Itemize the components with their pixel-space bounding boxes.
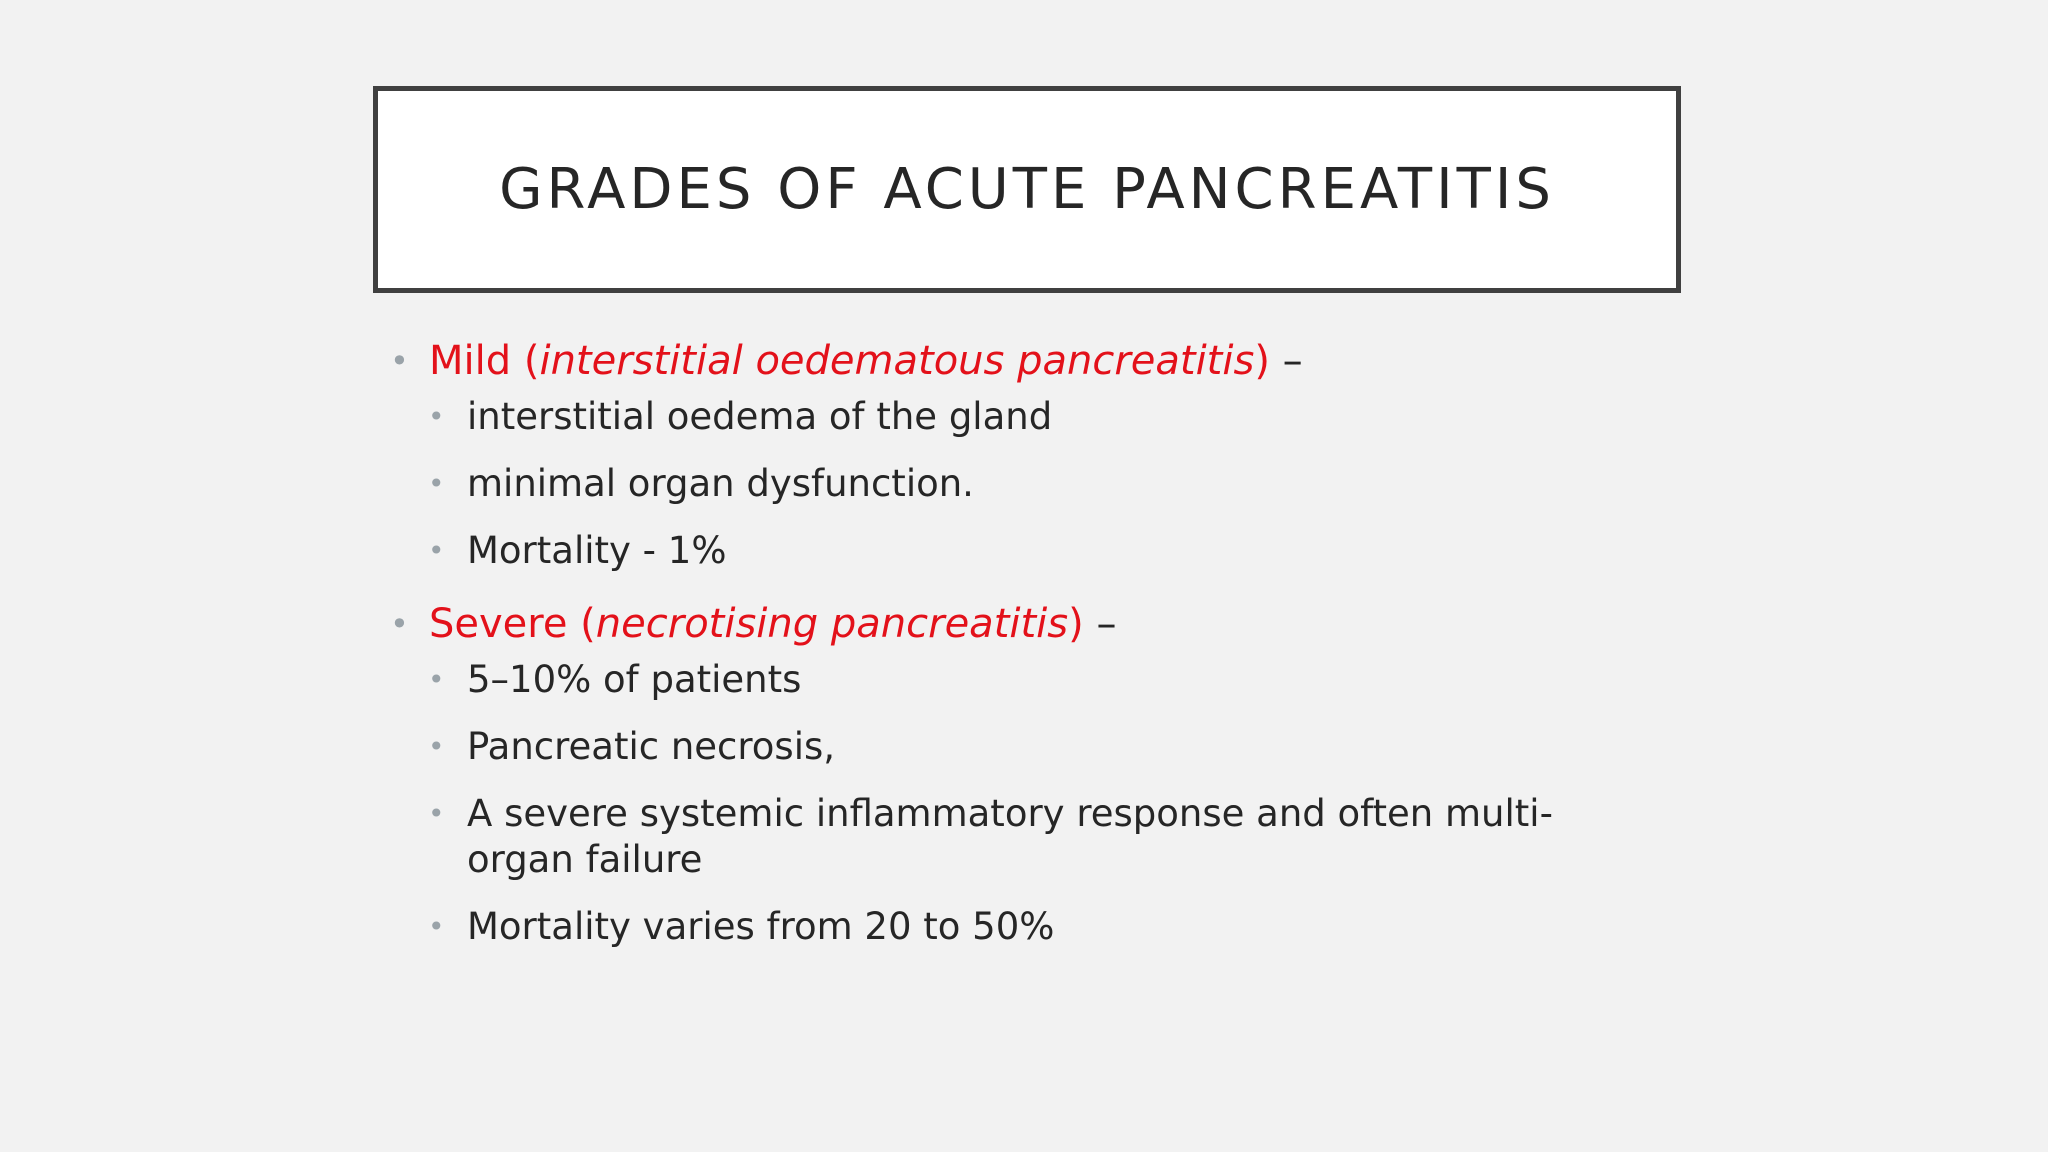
bullet-mild — [390, 332, 1670, 390]
bullet-mild-close-paren: ) — [1254, 338, 1270, 384]
sub-item: • 5–10% of patients — [428, 657, 1607, 703]
bullet-severe-open-paren: ( — [567, 601, 596, 647]
sub-item: • minimal organ dysfunction. — [428, 461, 1607, 507]
bullet-severe-close-paren: ) — [1068, 601, 1084, 647]
bullet-list — [390, 332, 1670, 971]
sub-item: • Pancreatic necrosis, — [428, 724, 1607, 770]
bullet-severe-term: necrotising pancreatitis — [595, 601, 1069, 647]
bullet-mild-term: interstitial oedematous pancreatitis — [539, 338, 1255, 384]
sub-item: • interstitial oedema of the gland — [428, 394, 1607, 440]
bullet-mild-label: Mild — [429, 338, 512, 384]
bullet-severe-dash: – — [1083, 601, 1117, 647]
bullet-mild-open-paren: ( — [511, 338, 540, 384]
bullet-severe — [390, 595, 1670, 653]
sub-item: • A severe systemic inflammatory response and often multi-organ failure — [428, 791, 1607, 883]
slide-title: GRADES OF ACUTE PANCREATITIS — [499, 157, 1555, 222]
bullet-mild-dash: – — [1269, 338, 1303, 384]
title-box — [373, 86, 1681, 293]
bullet-severe-label: Severe — [429, 601, 568, 647]
sub-item: • Mortality - 1% — [428, 528, 1607, 574]
sub-item: • Mortality varies from 20 to 50% — [428, 904, 1607, 950]
